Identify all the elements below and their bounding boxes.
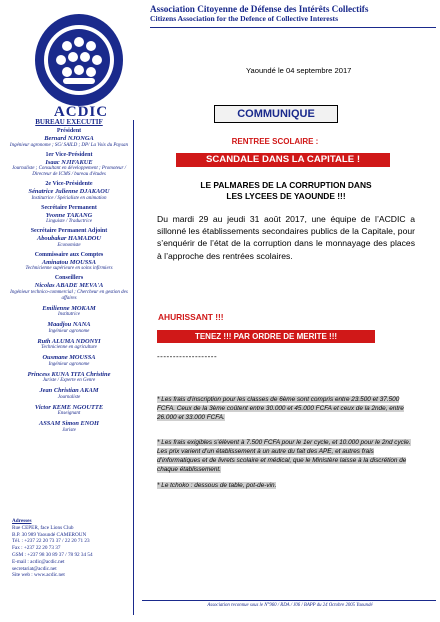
note-tchoko bbox=[157, 481, 415, 490]
logo-text: ACDIC bbox=[53, 104, 109, 120]
tenez-banner: TENEZ !!! PAR ORDRE DE MERITE !!! bbox=[157, 330, 375, 343]
communique-title: COMMUNIQUE bbox=[214, 105, 338, 123]
member-description: Juriste bbox=[62, 427, 76, 433]
member-name: Emilienne MOKAM bbox=[42, 304, 96, 312]
member-description: Technicienne en agriculture bbox=[41, 345, 97, 350]
rentree-heading: RENTREE SCOLAIRE : bbox=[231, 137, 319, 146]
member-name: Isaac NJIFAKUE bbox=[45, 158, 93, 166]
member-description: Enseignant bbox=[57, 411, 81, 416]
bureau-member bbox=[6, 205, 132, 226]
bureau-member bbox=[6, 321, 132, 335]
member-role: 1er Vice-Président bbox=[45, 151, 93, 158]
member-name: ASSAM Simon ENOH bbox=[38, 420, 100, 427]
contact-lines bbox=[12, 525, 132, 579]
bureau-title: BUREAU EXECUTIF bbox=[35, 118, 103, 126]
member-role: Président bbox=[56, 128, 82, 134]
member-description: Institutrice / Spécialiste en animation bbox=[31, 195, 107, 201]
member-name: Nicolas ABADE MEVA'A bbox=[34, 282, 104, 289]
contact-line: Tél. : +237 22 20 73 37 / 22 20 71 23 bbox=[12, 538, 90, 545]
scandale-banner: SCANDALE DANS LA CAPITALE ! bbox=[176, 153, 390, 167]
member-name: Princess KUNA TITA Christine bbox=[27, 370, 111, 378]
bureau-member bbox=[6, 354, 132, 368]
member-name: Ruth ALUMA NDONYI bbox=[37, 337, 101, 345]
palmares-line-2: LES LYCEES DE YAOUNDE !!! bbox=[226, 191, 346, 201]
header-english: Citizens Association for the Defence of Collective Interests bbox=[150, 14, 339, 23]
contact-line: Fax : +237 22 20 73 37 bbox=[12, 545, 61, 552]
contact-label: Adresses bbox=[12, 518, 32, 524]
note-tchoko-text: * Le tchoko : dessous de table, pot-de-vin. bbox=[157, 482, 277, 489]
bureau-member bbox=[6, 181, 132, 202]
member-description: Institutrice bbox=[58, 312, 80, 317]
member-name: Victor KEME NGOUTTE bbox=[34, 403, 104, 411]
member-name: Jean Christian AKAM bbox=[39, 387, 99, 394]
note-frais bbox=[157, 438, 415, 474]
contact-line: Rue CEPER, face Lions Club bbox=[12, 524, 74, 531]
note-inscription-text: * Les frais d’inscription pour les classes de 6ème sont compris entre 23.500 et 37.500 FCFA. Ceux de la 3ème coûtent entre 30.000 et 45.000 FCFA et ceux de la 2nde, entre 26.000 et 33.000 FCFA. bbox=[157, 396, 404, 421]
contact-line: Site web : www.acdic.net bbox=[12, 572, 65, 579]
executive-bureau bbox=[6, 118, 132, 437]
member-description: Technicienne supérieure en soins infirmiers bbox=[25, 266, 113, 271]
body-paragraph: Du mardi 29 au jeudi 31 août 2017, une équipe de l’ACDIC a sillonné les établissements secondaires publics de la Capitale, pour s’enquérir de l’état de la corruption dans le monnayage des places à l’approche des rentrées scolaires. bbox=[157, 214, 415, 261]
member-description: Ingénieur agronome bbox=[48, 361, 90, 367]
member-description: Ingénieur technico-commercial ; Chercheur en gestion des affaires bbox=[10, 289, 128, 301]
association-header bbox=[150, 4, 435, 24]
member-role: Secrétaire Permanent Adjoint bbox=[30, 228, 108, 234]
contact-line: B.P. 30 989 Yaoundé CAMEROUN bbox=[12, 531, 87, 538]
footer-text: Association reconnue sous le N°960 / RDA / J06 / BAPP du 24 Octobre 2005 Yaoundé bbox=[207, 603, 373, 608]
member-role: Conseillers bbox=[54, 275, 84, 281]
footer-divider bbox=[142, 600, 436, 601]
member-name: Aboubakar HAMADOU bbox=[36, 235, 102, 242]
member-description: Linguiste / Traductrice bbox=[46, 219, 92, 224]
contact-line: GSM : +237 98 30 89 37 / 78 92 34 54 bbox=[12, 551, 93, 558]
member-description: Ingénieur agronome bbox=[48, 328, 90, 334]
bureau-member bbox=[6, 128, 132, 149]
note-inscription bbox=[157, 395, 415, 422]
palmares-line-1: LE PALMARES DE LA CORRUPTION DANS bbox=[200, 180, 372, 190]
ahurissant-text: AHURISSANT !!! bbox=[158, 312, 224, 322]
header-french: Association Citoyenne de Défense des Intérêts Collectifs bbox=[150, 4, 369, 14]
member-name: Maadjou NANA bbox=[47, 321, 91, 328]
member-role: Secrétaire Permanent bbox=[41, 204, 97, 211]
bureau-member bbox=[6, 404, 132, 418]
bureau-member bbox=[6, 338, 132, 352]
bureau-member bbox=[6, 387, 132, 401]
header-divider bbox=[150, 27, 436, 28]
contact-line: secretariat@acdic.net bbox=[12, 565, 57, 572]
member-description: Juriste / Experte en Genre bbox=[42, 378, 96, 383]
member-name: Ousmane MOUSSA bbox=[42, 354, 96, 361]
document-date: Yaoundé le 04 septembre 2017 bbox=[246, 66, 352, 75]
acdic-logo-icon bbox=[33, 12, 125, 108]
member-description: Journaliste ; Consultant en développement ; Promoteur / Directeur de ICMS / bureau d'études bbox=[11, 166, 127, 177]
member-name: Yvonne TAKANG bbox=[45, 211, 93, 219]
bureau-member bbox=[6, 275, 132, 302]
note-frais-text: * Les frais exigibles s’élèvent à 7.500 FCFA pour le 1er cycle, et 10.000 pour le 2nd cycle. Les prix varient d’un établissement à un autre du fait des APE, et autres frais d’informatiques et de livrets scolaire et médical, que le Ministère laisse à la discrétion de chaque établissement. bbox=[157, 439, 411, 473]
member-name: Aminatou MOUSSA bbox=[41, 258, 97, 266]
member-name: Sénatrice Julienne DJAKAOU bbox=[28, 188, 110, 195]
bureau-member bbox=[6, 228, 132, 249]
members-list bbox=[6, 128, 132, 434]
dashes-separator: ------------------- bbox=[157, 352, 218, 361]
contact-block bbox=[12, 518, 132, 579]
bureau-member bbox=[6, 152, 132, 179]
column-divider bbox=[133, 120, 134, 615]
bureau-member bbox=[6, 305, 132, 319]
member-description: Ingénieur agronome ; SG/ SAILD ; DP/ La Voix du Paysan bbox=[9, 142, 129, 148]
bureau-member bbox=[6, 420, 132, 434]
member-description: Journaliste bbox=[57, 394, 81, 400]
member-role: 2e Vice-Présidente bbox=[45, 181, 93, 187]
member-role: Commissaire aux Comptes bbox=[34, 251, 104, 258]
palmares-heading bbox=[155, 180, 417, 202]
member-name: Bernard NJONGA bbox=[44, 135, 94, 142]
bureau-member bbox=[6, 252, 132, 273]
contact-line: E-mail : acdic@acdic.net bbox=[12, 558, 65, 565]
member-description: Economiste bbox=[57, 242, 81, 248]
bureau-member bbox=[6, 371, 132, 385]
